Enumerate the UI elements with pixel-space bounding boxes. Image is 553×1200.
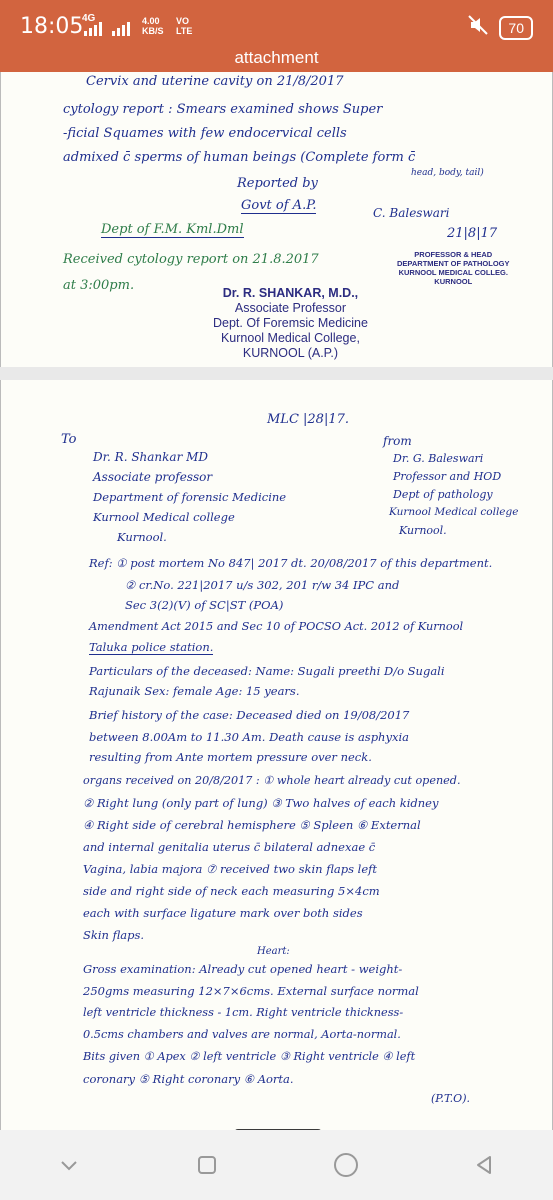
doc-line: cytology report : Smears examined shows Super bbox=[63, 102, 383, 117]
body-line: Ref: ① post mortem No 847| 2017 dt. 20/08/2017 of this department. bbox=[89, 556, 493, 570]
body-line: Skin flaps. bbox=[83, 928, 145, 942]
signature: C. Baleswari bbox=[373, 206, 450, 220]
to-line: Associate professor bbox=[93, 470, 213, 484]
collapse-button[interactable] bbox=[49, 1145, 89, 1185]
body-line: ② cr.No. 221|2017 u/s 302, 201 r/w 34 IPC and bbox=[125, 578, 400, 592]
body-line: ② Right lung (only part of lung) ③ Two halves of each kidney bbox=[83, 796, 439, 810]
to-line: Dr. R. Shankar MD bbox=[93, 450, 209, 464]
from-line: Kurnool. bbox=[399, 524, 447, 537]
body-line: 250gms measuring 12×7×6cms. External surface normal bbox=[83, 984, 419, 998]
stamp-forensic: Dr. R. SHANKAR, M.D., Associate Professor Dept. Of Foremsic Medicine Kurnool Medical College, KURNOOL (A.P.) bbox=[213, 286, 368, 360]
data-speed: 4.00 KB/S bbox=[142, 16, 164, 36]
recents-icon bbox=[195, 1153, 219, 1177]
chevron-down-icon bbox=[58, 1154, 80, 1176]
from-label: from bbox=[383, 434, 412, 448]
home-button[interactable] bbox=[326, 1145, 366, 1185]
mlc-number: MLC |28|17. bbox=[267, 412, 349, 427]
body-line: Vagina, labia majora ⑦ received two skin flaps left bbox=[83, 862, 378, 876]
body-line: Particulars of the deceased: Name: Sugali preethi D/o Sugali bbox=[89, 664, 445, 678]
home-icon bbox=[332, 1151, 360, 1179]
network-type: 4G bbox=[82, 13, 96, 24]
doc-line: Received cytology report on 21.8.2017 bbox=[63, 252, 319, 267]
stamp-pathology: PROFESSOR & HEAD DEPARTMENT OF PATHOLOGY KURNOOL MEDICAL COLLEG. KURNOOL bbox=[397, 250, 510, 286]
clock: 18:05 bbox=[20, 14, 84, 39]
body-line: Heart: bbox=[257, 946, 290, 957]
document-viewer[interactable] bbox=[0, 72, 553, 1130]
back-button[interactable] bbox=[464, 1145, 504, 1185]
body-line: resulting from Ante mortem pressure over neck. bbox=[89, 750, 372, 764]
battery-indicator: 70 bbox=[499, 16, 533, 40]
body-line: (P.T.O). bbox=[431, 1092, 470, 1105]
to-label: To bbox=[61, 432, 77, 447]
doc-line: at 3:00pm. bbox=[63, 278, 135, 293]
body-line: Brief history of the case: Deceased died on 19/08/2017 bbox=[89, 708, 410, 722]
signal-strength-icon-2 bbox=[112, 20, 130, 36]
body-line: between 8.00Am to 11.30 Am. Death cause is asphyxia bbox=[89, 730, 409, 744]
body-line: each with surface ligature mark over both sides bbox=[83, 906, 363, 920]
document-page-current bbox=[0, 380, 553, 1140]
body-line: ④ Right side of cerebral hemisphere ⑤ Spleen ⑥ External bbox=[83, 818, 421, 832]
mute-icon bbox=[467, 14, 489, 41]
navigation-bar bbox=[0, 1130, 553, 1200]
doc-line: head, body, tail) bbox=[411, 168, 484, 178]
body-line: Amendment Act 2015 and Sec 10 of POCSO Act. 2012 of Kurnool bbox=[89, 620, 464, 633]
recents-button[interactable] bbox=[187, 1145, 227, 1185]
body-line: Sec 3(2)(V) of SC|ST (POA) bbox=[125, 598, 284, 612]
doc-line: -ficial Squames with few endocervical cells bbox=[63, 126, 347, 141]
doc-line: admixed c̄ sperms of human beings (Complete form c̄ bbox=[63, 150, 416, 165]
doc-line: Dept of F.M. Kml.Dml bbox=[101, 222, 244, 237]
body-line: Gross examination: Already cut opened heart - weight- bbox=[83, 962, 403, 976]
body-line: Bits given ① Apex ② left ventricle ③ Right ventricle ④ left bbox=[83, 1050, 416, 1063]
doc-line: Govt of A.P. bbox=[241, 198, 317, 213]
doc-line: Reported by bbox=[237, 176, 318, 191]
to-line: Kurnool Medical college bbox=[93, 510, 235, 524]
volte-indicator: VO LTE bbox=[176, 16, 193, 36]
from-line: Professor and HOD bbox=[393, 470, 502, 483]
from-line: Kurnool Medical college bbox=[389, 506, 519, 518]
signal-strength-icon bbox=[84, 20, 102, 36]
document-page-previous bbox=[0, 72, 553, 367]
doc-line: Cervix and uterine cavity on 21/8/2017 bbox=[86, 74, 344, 89]
back-triangle-icon bbox=[472, 1153, 496, 1177]
body-line: Taluka police station. bbox=[89, 640, 214, 654]
to-line: Department of forensic Medicine bbox=[93, 490, 287, 504]
doc-date: 21|8|17 bbox=[447, 226, 498, 241]
body-line: organs received on 20/8/2017 : ① whole heart already cut opened. bbox=[83, 774, 461, 787]
to-line: Kurnool. bbox=[117, 530, 167, 544]
body-line: 0.5cms chambers and valves are normal, Aorta-normal. bbox=[83, 1028, 401, 1041]
body-line: coronary ⑤ Right coronary ⑥ Aorta. bbox=[83, 1072, 294, 1086]
body-line: and internal genitalia uterus c̄ bilateral adnexae c̄ bbox=[83, 840, 376, 854]
from-line: Dr. G. Baleswari bbox=[393, 452, 484, 465]
body-line: left ventricle thickness - 1cm. Right ventricle thickness- bbox=[83, 1006, 404, 1019]
body-line: side and right side of neck each measuring 5×4cm bbox=[83, 884, 380, 898]
page-title: attachment bbox=[0, 44, 553, 72]
body-line: Rajunaik Sex: female Age: 15 years. bbox=[89, 684, 300, 698]
from-line: Dept of pathology bbox=[393, 488, 493, 501]
